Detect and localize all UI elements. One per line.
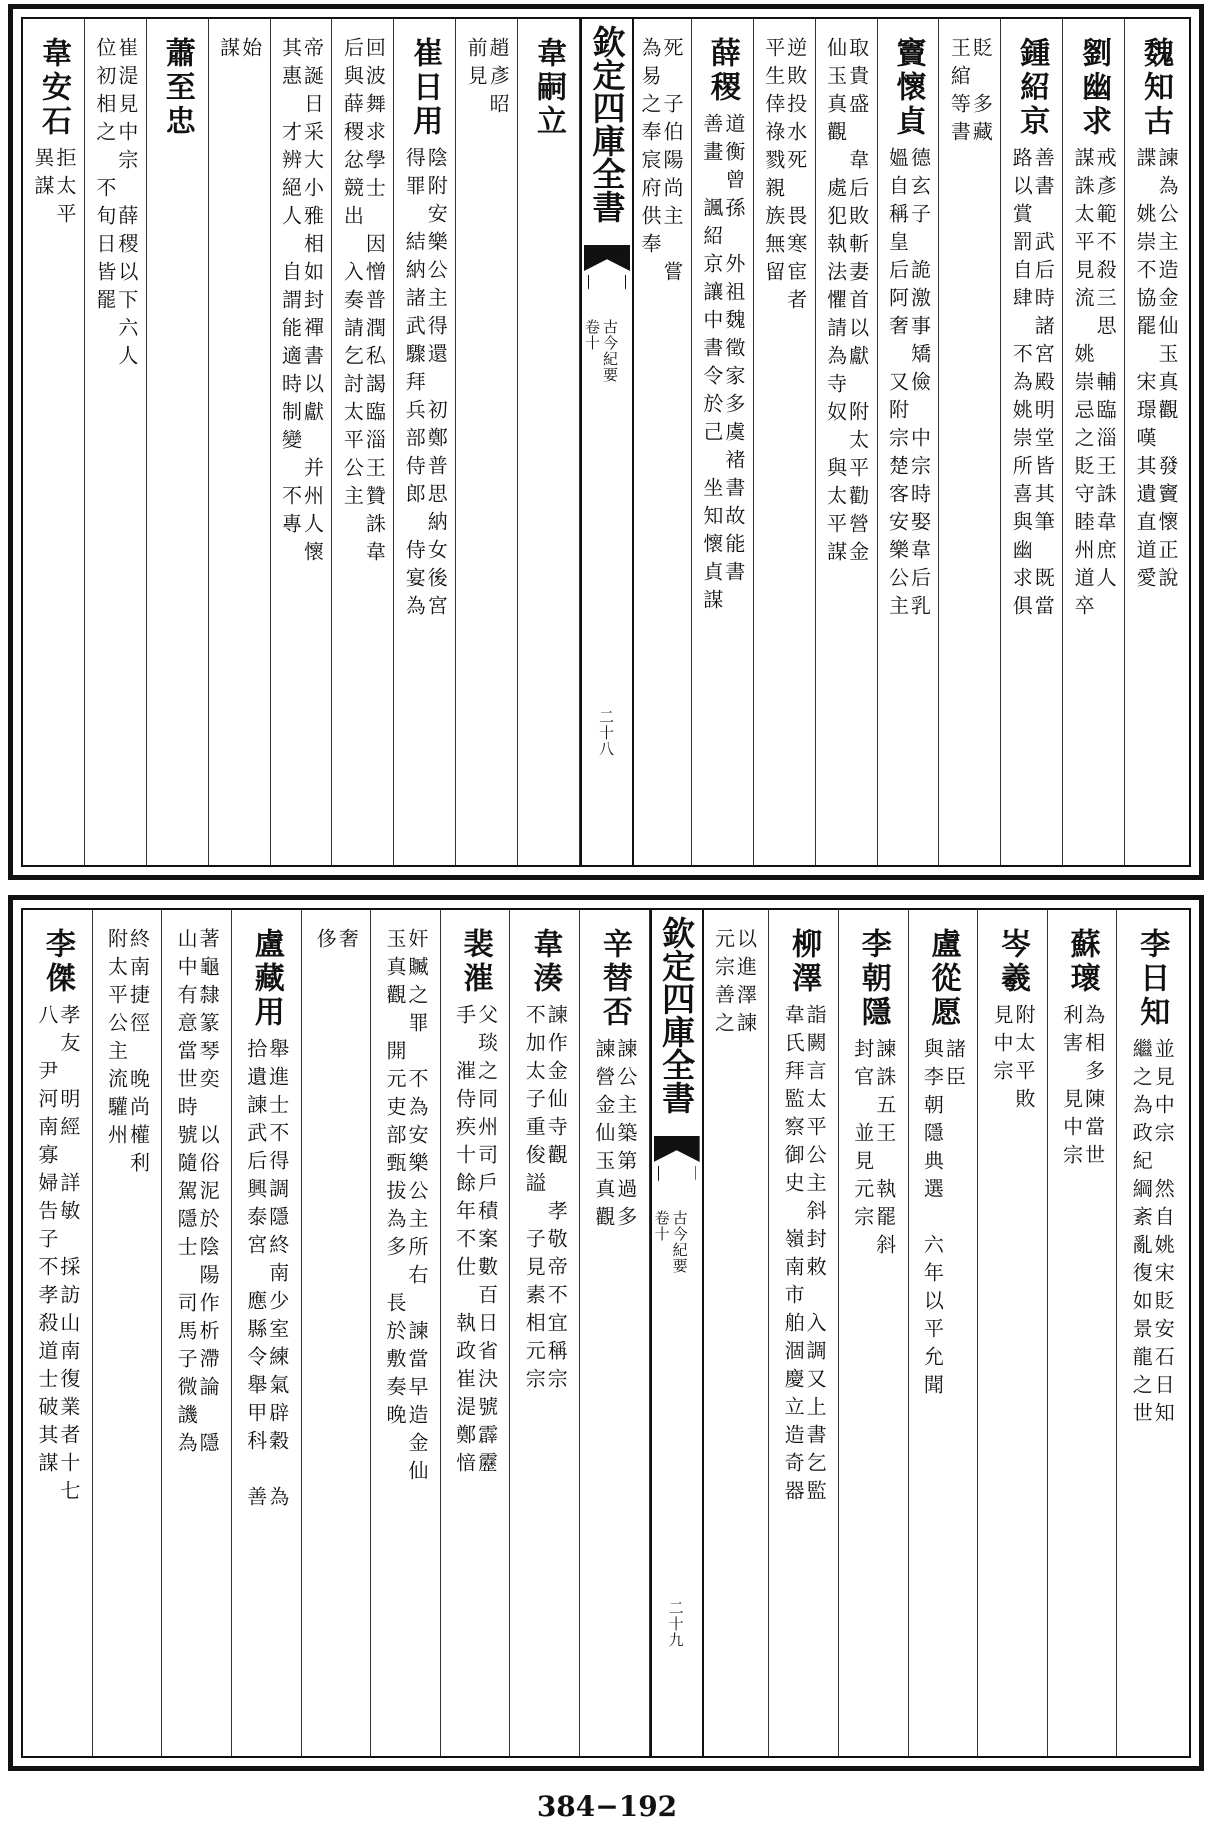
- entry-note-left: 不加太子重俊謚 子見素相元宗: [522, 1004, 547, 1396]
- top_page-center-strip: [580, 19, 634, 865]
- fishtail-ornament: [584, 245, 630, 271]
- entry-name: 李日知: [1134, 928, 1170, 1030]
- entry-note-left: 善畫 諷紹京讓中書令於己 坐知懷貞謀: [699, 113, 724, 617]
- entry-name: 竇懷貞: [890, 37, 926, 139]
- entry-note-right: 陰附安樂公主得還 初鄭普思納女後宮: [424, 147, 449, 623]
- entry-name: 鍾紹京: [1014, 37, 1050, 139]
- column-rule: [440, 910, 441, 1756]
- entry-note-right: 道衡曾孫 外祖魏徵家多虞褚書故能書: [721, 113, 746, 589]
- entry-name: 韋湊: [527, 928, 563, 996]
- entry-note-right: 著龜隸篆琴奕 以俗泥於陰陽作析滯論 隱: [196, 928, 221, 1460]
- column-rule: [753, 19, 754, 865]
- entry-note-left: 王綰等書: [947, 37, 972, 149]
- column-rule: [208, 19, 209, 865]
- entry-note-left: 得罪 結納諸武驟拜兵部侍郎 侍宴為: [402, 147, 427, 623]
- column-rule: [1062, 19, 1063, 865]
- top_page-column: [518, 19, 580, 865]
- fishtail-ornament: [654, 1136, 700, 1162]
- entry-note-left: 平生倖祿戮親族無留: [761, 37, 786, 289]
- entry-note-right: 父琰之同州司戶積案數百日省決號霹靂: [474, 1004, 499, 1480]
- entry-note-left: 元宗善之: [711, 928, 736, 1040]
- column-rule: [1116, 910, 1117, 1756]
- top_page-column: [23, 19, 85, 865]
- entry-name: 韋嗣立: [531, 37, 567, 139]
- entry-note-left: 手 漼侍疾十餘年不仕 執政崔湜鄭愔: [452, 1004, 477, 1480]
- entry-note-right: 逆敗投水死 畏寒宦者: [783, 37, 808, 317]
- column-rule: [908, 910, 909, 1756]
- entry-name: 韋安石: [35, 37, 71, 139]
- entry-note-right: 附太平敗: [1011, 1004, 1036, 1116]
- entry-note-right: 崔湜見中宗 薛稷以下六人: [114, 37, 139, 373]
- column-rule: [977, 910, 978, 1756]
- column-rule: [231, 910, 232, 1756]
- column-rule: [579, 19, 580, 865]
- column-rule: [1047, 910, 1048, 1756]
- entry-note-right: 並見中宗 然自姚宋貶安石日知: [1151, 1038, 1176, 1430]
- top_page-column: [939, 19, 1001, 865]
- top_page-column: [147, 19, 209, 865]
- top_page-column: [630, 19, 692, 865]
- entry-note-right: 諫公主築第過多: [613, 1038, 638, 1234]
- book-title: 欽定四庫全書: [587, 25, 627, 223]
- column-rule: [838, 910, 839, 1756]
- column-rule: [161, 910, 162, 1756]
- column-rule: [84, 19, 85, 865]
- entry-note-left: 路以賞罰自肆 不為姚崇所喜與幽求俱: [1009, 147, 1034, 623]
- bottom_page-column: [371, 910, 441, 1756]
- column-rule: [393, 19, 394, 865]
- entry-name: 裴漼: [457, 928, 493, 996]
- entry-note-left: 與李朝隱典選 六年以平允聞: [920, 1038, 945, 1402]
- bottom_page-column: [302, 910, 372, 1756]
- folio-number: 二十八: [597, 709, 615, 757]
- entry-note-left: 謀: [216, 37, 241, 65]
- bottom_page-column: [93, 910, 163, 1756]
- bottom_page-column: [839, 910, 909, 1756]
- column-rule: [517, 19, 518, 865]
- bottom_page-column: [1117, 910, 1187, 1756]
- entry-note-left: 后與薛稷忿競出 入奏請乞討太平公主: [340, 37, 365, 513]
- entry-note-right: 回波舞求學士 因憎普潤私謁臨淄王贊誅韋: [362, 37, 387, 569]
- column-rule: [815, 19, 816, 865]
- top_page-column: [816, 19, 878, 865]
- bottom_page-column: [700, 910, 770, 1756]
- bottom_page-column: [769, 910, 839, 1756]
- entry-note-right: 趙彥昭: [486, 37, 511, 121]
- column-rule: [92, 910, 93, 1756]
- entry-note-left: 封官 並見元宗: [850, 1038, 875, 1234]
- entry-name: 崔日用: [407, 37, 443, 139]
- entry-note-right: 善書 武后時諸宮殿明堂皆其筆 既當: [1031, 147, 1056, 623]
- bottom_page-column: [162, 910, 232, 1756]
- entry-name: 魏知古: [1138, 37, 1174, 139]
- entry-name: 辛替否: [596, 928, 632, 1030]
- entry-note-right: 死 子伯陽尚主 嘗: [659, 37, 684, 289]
- bottom_page-column: [978, 910, 1048, 1756]
- column-rule: [270, 19, 271, 865]
- bottom_page-column: [909, 910, 979, 1756]
- column-rule: [146, 19, 147, 865]
- entry-name: 盧從愿: [925, 928, 961, 1030]
- book-title: 欽定四庫全書: [657, 916, 697, 1114]
- volume-label: 卷十: [583, 319, 601, 351]
- top-page-frame: [21, 17, 1191, 867]
- column-rule: [691, 19, 692, 865]
- entry-name: 劉幽求: [1076, 37, 1112, 139]
- entry-note-left: 韋氏拜監察御史 嶺南市舶涸慶立造奇器: [781, 1004, 806, 1508]
- top_page-column: [456, 19, 518, 865]
- entry-note-right: 拒太平: [52, 147, 77, 231]
- top_page-column: [332, 19, 394, 865]
- entry-note-right: 諫為公主造金仙玉真觀 發竇懷正說: [1155, 147, 1180, 595]
- entry-note-left: 前見: [464, 37, 489, 93]
- entry-note-right: 諫作金仙寺觀 孝敬帝不宜稱宗: [544, 1004, 569, 1396]
- column-rule: [1124, 19, 1125, 865]
- entry-name: 李朝隱: [855, 928, 891, 1030]
- entry-note-right: 終南捷徑 晚尚權利: [126, 928, 151, 1180]
- bottom_page-column: [232, 910, 302, 1756]
- top-page: [8, 4, 1204, 880]
- top_page-column: [754, 19, 816, 865]
- entry-note-left: 仙玉真觀 處犯執法懼請為寺奴 與太平謀: [823, 37, 848, 569]
- entry-note-right: 貶 多藏: [969, 37, 994, 149]
- top_page-column: [692, 19, 754, 865]
- entry-note-left: 媼自稱皇后阿奢 又附宗楚客安樂公主: [885, 147, 910, 623]
- entry-note-right: 始: [238, 37, 263, 65]
- entry-name: 薛稷: [704, 37, 740, 105]
- entry-note-right: 孝友 明經 詳敏 採訪山南復業者十七: [56, 1004, 81, 1508]
- top_page-column: [1063, 19, 1125, 865]
- entry-note-right: 詣闕言太平公主斜封敕 入調又上書乞監: [803, 1004, 828, 1508]
- column-rule: [579, 910, 580, 1756]
- column-rule: [938, 19, 939, 865]
- entry-note-right: 戒彥範不殺三思 輔臨淄王誅韋庶人: [1093, 147, 1118, 595]
- top_page-column: [271, 19, 333, 865]
- entry-note-right: 奸贓之罪 不為安樂公主所右 諫當早造金仙: [404, 928, 429, 1488]
- column-rule: [370, 910, 371, 1756]
- column-rule: [1000, 19, 1001, 865]
- entry-note-right: 奢: [335, 928, 360, 956]
- entry-note-left: 侈: [313, 928, 338, 956]
- entry-name: 柳澤: [786, 928, 822, 996]
- bottom_page-center-strip: [650, 910, 704, 1756]
- top_page-column: [1125, 19, 1187, 865]
- center-title-label: 古今紀要: [601, 319, 619, 383]
- entry-note-right: 諸臣: [942, 1038, 967, 1094]
- bottom-page: [8, 895, 1204, 1771]
- entry-name: 李傑: [39, 928, 75, 996]
- entry-note-right: 帝誕日采大小雅相如封禪書以獻 并州人懷: [300, 37, 325, 569]
- entry-note-right: 取貴盛 韋后敗斬妻首以獻 附太平勸營金: [845, 37, 870, 569]
- entry-name: 蕭至忠: [159, 37, 195, 139]
- fishtail-ornament-lower: [588, 275, 626, 319]
- entry-note-left: 八 尹河南寡婦告子不孝殺道士破其謀: [34, 1004, 59, 1480]
- column-rule: [649, 910, 650, 1756]
- top_page-column: [394, 19, 456, 865]
- bottom_page-column: [580, 910, 650, 1756]
- entry-note-left: 異謀: [30, 147, 55, 203]
- bottom_page-column: [1048, 910, 1118, 1756]
- column-rule: [509, 910, 510, 1756]
- entry-note-left: 拾遺諫武后興泰宮 應縣令舉甲科 善: [243, 1038, 268, 1514]
- fishtail-ornament-lower: [658, 1166, 696, 1210]
- bottom_page-column: [510, 910, 580, 1756]
- column-rule: [331, 19, 332, 865]
- entry-note-left: 附太平公主流驩州: [104, 928, 129, 1152]
- entry-note-left: 山中有意當世時號隨駕隱士 司馬子微譏為: [174, 928, 199, 1460]
- entry-note-left: 為易之奉宸府供奉: [637, 37, 662, 261]
- entry-note-left: 謀誅太平見流 姚崇忌之貶守睦州道卒: [1071, 147, 1096, 623]
- entry-note-right: 以進澤諫: [733, 928, 758, 1040]
- top_page-column: [85, 19, 147, 865]
- column-rule: [877, 19, 878, 865]
- page-number-footer: 384−192: [536, 1790, 678, 1823]
- entry-name: 蘇瓌: [1064, 928, 1100, 996]
- entry-note-right: 舉進士不得調隱終南少室練氣辟穀 為: [265, 1038, 290, 1514]
- entry-name: 盧藏用: [248, 928, 284, 1030]
- center-title-label: 古今紀要: [670, 1210, 689, 1274]
- entry-note-left: 玉真觀 開元吏部甄拔為多 長於敷奏晚: [382, 928, 407, 1432]
- top_page-column: [1001, 19, 1063, 865]
- entry-note-left: 利害 見中宗: [1059, 1004, 1084, 1172]
- entry-note-left: 位初相之 不旬日皆罷: [92, 37, 117, 317]
- volume-label: 卷十: [652, 1210, 671, 1242]
- column-rule: [301, 910, 302, 1756]
- column-rule: [455, 19, 456, 865]
- entry-note-right: 諫誅五王 執罷斜: [872, 1038, 897, 1262]
- bottom-page-frame: [21, 908, 1191, 1758]
- folio-number: 二十九: [666, 1600, 685, 1648]
- entry-note-left: 其惠 才辨絕人 自謂能適時制變 不專: [278, 37, 303, 541]
- entry-note-left: 見中宗: [989, 1004, 1014, 1088]
- bottom_page-column: [23, 910, 93, 1756]
- entry-name: 岑羲: [994, 928, 1030, 996]
- column-rule: [768, 910, 769, 1756]
- entry-note-right: 德玄子 詭激事矯儉 中宗時娶韋后乳: [907, 147, 932, 623]
- top_page-column: [878, 19, 940, 865]
- entry-note-left: 諫營金仙玉真觀: [591, 1038, 616, 1234]
- entry-note-right: 為相多陳當世: [1081, 1004, 1106, 1172]
- bottom_page-column: [441, 910, 511, 1756]
- entry-note-left: 諜 姚崇不協罷 宋璟嘆其遺直道愛: [1133, 147, 1158, 595]
- top_page-column: [209, 19, 271, 865]
- entry-note-left: 繼之為政紀綱紊亂復如景龍之世: [1129, 1038, 1154, 1430]
